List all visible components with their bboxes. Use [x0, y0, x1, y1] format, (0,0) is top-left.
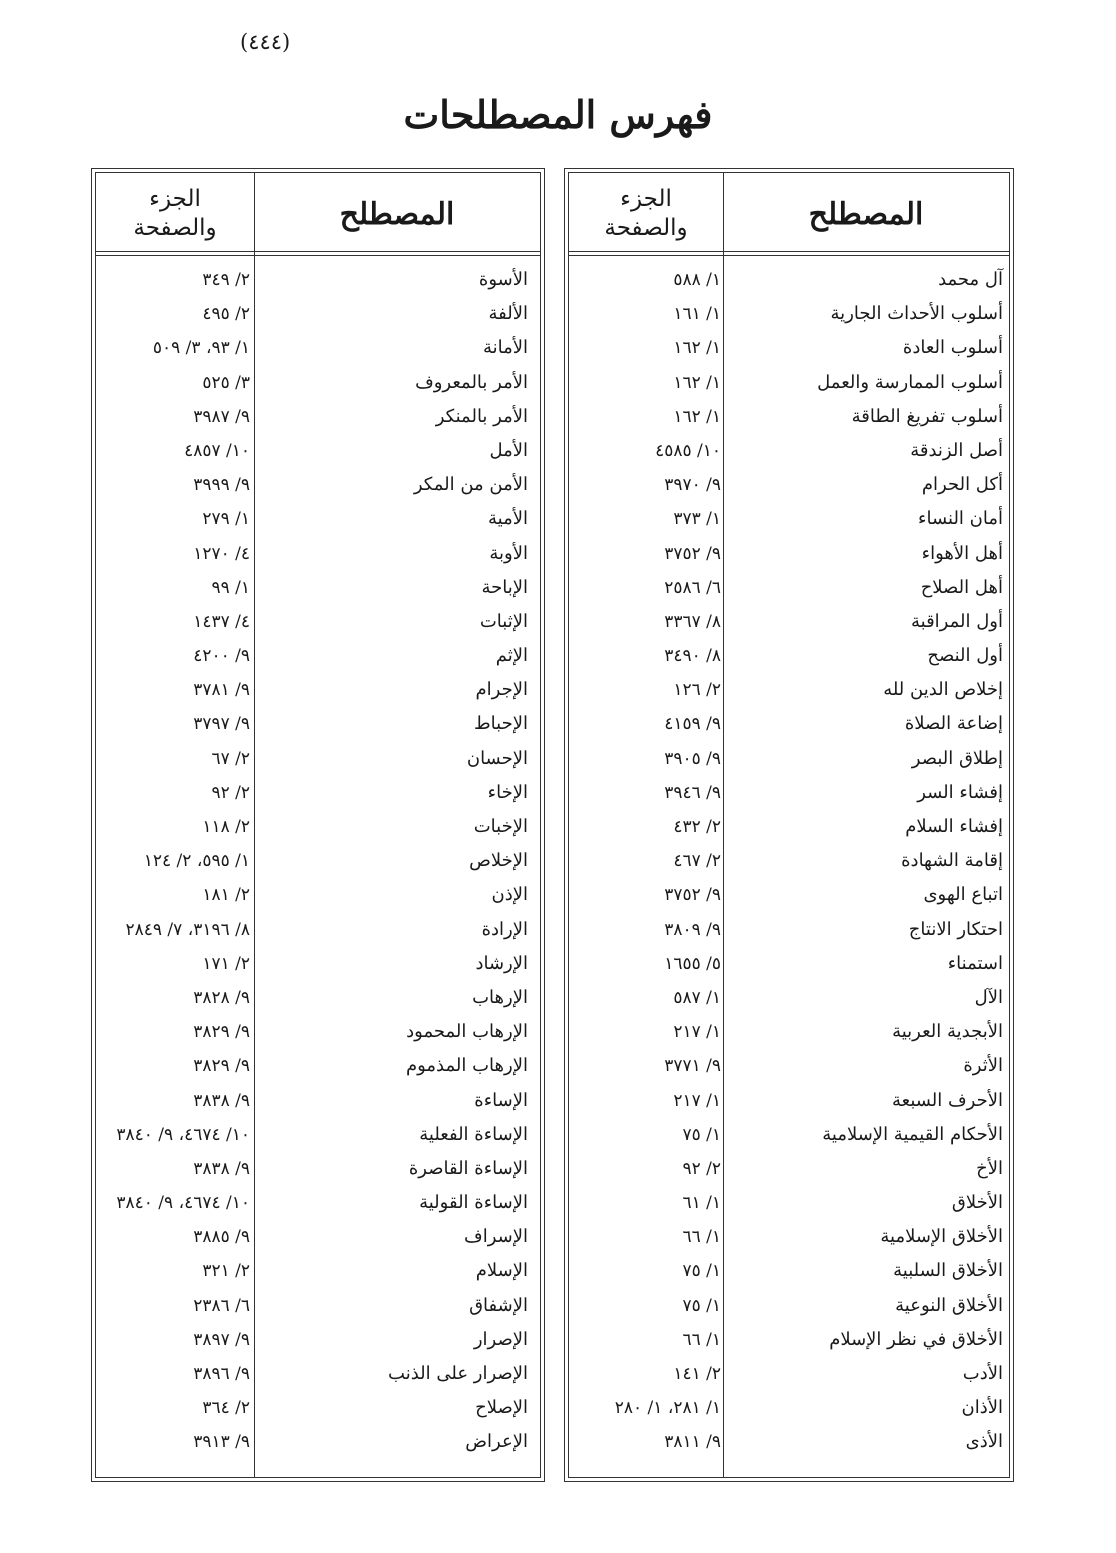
- term-cell: الإخبات: [473, 816, 528, 837]
- table-row: [569, 673, 1009, 707]
- volume-page-cell: ٢/ ١٧١: [202, 953, 250, 974]
- table-row: [569, 537, 1009, 571]
- volume-page-cell: ٤/ ١٢٧٠: [193, 543, 250, 564]
- table-row: [569, 810, 1009, 844]
- index-table-right: [568, 172, 1010, 1478]
- term-cell: أول النصح: [927, 645, 1003, 667]
- column-header-term: المصطلح: [339, 196, 455, 232]
- term-cell: أكل الحرام: [921, 474, 1003, 496]
- table-row: [569, 263, 1009, 297]
- volume-page-cell: ٢/ ٩٢: [211, 782, 250, 803]
- table-row: [569, 1289, 1009, 1323]
- volume-page-cell: ٩/ ٣٧٧١: [664, 1056, 721, 1077]
- volume-page-cell: ١/ ٦١: [682, 1193, 721, 1214]
- term-cell: آل محمد: [938, 269, 1003, 290]
- volume-page-cell: ٢/ ٣٦٤: [202, 1398, 250, 1419]
- table-row: [96, 1084, 540, 1118]
- volume-page-cell: ١/ ٥٨٨: [673, 270, 721, 290]
- term-cell: الإشفاق: [469, 1294, 528, 1316]
- volume-page-cell: ٢/ ١١٨: [202, 817, 250, 837]
- table-row: [96, 1220, 540, 1254]
- table-row: [569, 1254, 1009, 1288]
- volume-page-cell: ٩/ ٣٩٨٧: [193, 406, 250, 427]
- term-cell: الإخلاص: [469, 850, 528, 872]
- term-cell: الآل: [974, 986, 1003, 1008]
- table-row: [569, 1425, 1009, 1459]
- table-row: [569, 605, 1009, 639]
- term-cell: أهل الصلاح: [920, 576, 1003, 598]
- table-row: [96, 947, 540, 981]
- term-cell: أمان النساء: [918, 508, 1003, 530]
- table-row: [96, 913, 540, 947]
- term-cell: الأمل: [489, 439, 528, 461]
- volume-page-cell: ٩/ ٤١٥٩: [664, 714, 721, 735]
- volume-page-cell: ٩/ ٣٨٢٩: [193, 1056, 250, 1077]
- volume-page-cell: ١/ ١٦٢: [673, 338, 721, 359]
- table-row: [96, 1254, 540, 1288]
- volume-page-cell: ٨/ ٣٣٦٧: [664, 611, 721, 632]
- volume-page-cell: ٩/ ٣٨١١: [664, 1432, 721, 1453]
- volume-page-cell: ٨/ ٣١٩٦، ٧/ ٢٨٤٩: [125, 919, 250, 940]
- table-header: [96, 173, 540, 252]
- term-cell: الإصلاح: [475, 1397, 528, 1419]
- term-cell: الإساءة القاصرة: [408, 1157, 528, 1179]
- volume-page-cell: ١٠/ ٤٦٧٤، ٩/ ٣٨٤٠: [116, 1193, 250, 1214]
- table-row: [569, 1015, 1009, 1049]
- term-cell: الأمر بالمنكر: [435, 405, 528, 427]
- table-row: [96, 400, 540, 434]
- table-row: [96, 1152, 540, 1186]
- term-cell: الإرهاب المحمود: [406, 1021, 528, 1043]
- table-row: [96, 1425, 540, 1459]
- volume-page-cell: ٩/ ٣٨٢٩: [193, 1022, 250, 1043]
- table-row: [96, 331, 540, 365]
- table-row: [569, 1084, 1009, 1118]
- term-cell: الأخ: [976, 1157, 1003, 1179]
- term-cell: الإذن: [491, 884, 528, 906]
- volume-page-cell: ٥/ ١٦٥٥: [664, 953, 721, 974]
- table-row: [569, 1220, 1009, 1254]
- table-row: [569, 707, 1009, 741]
- table-row: [96, 1391, 540, 1425]
- term-cell: اتباع الهوى: [923, 884, 1003, 906]
- table-row: [96, 297, 540, 331]
- term-cell: الأحكام القيمية الإسلامية: [822, 1123, 1003, 1145]
- index-table-left: [95, 172, 541, 1478]
- table-row: [96, 707, 540, 741]
- page-number: (٤٤٤): [240, 30, 291, 54]
- volume-page-cell: ٨/ ٣٤٩٠: [664, 646, 721, 667]
- table-row: [569, 639, 1009, 673]
- volume-page-cell: ١/ ٦٦: [682, 1227, 721, 1248]
- table-row: [569, 366, 1009, 400]
- volume-page-cell: ١/ ٩٣، ٣/ ٥٠٩: [152, 338, 250, 359]
- term-cell: إقامة الشهادة: [901, 850, 1003, 872]
- volume-page-cell: ٩/ ٣٨٠٩: [664, 919, 721, 940]
- volume-page-cell: ٢/ ٣٢١: [202, 1261, 250, 1282]
- table-row: [569, 776, 1009, 810]
- volume-page-cell: ٩/ ٣٨٨٥: [193, 1227, 250, 1248]
- volume-page-cell: ١/ ١٦١: [673, 304, 721, 325]
- volume-page-cell: ٢/ ٤٩٥: [202, 304, 250, 325]
- term-cell: أهل الأهواء: [921, 542, 1003, 564]
- term-cell: إفشاء السلام: [905, 816, 1003, 837]
- term-cell: أسلوب الأحداث الجارية: [830, 303, 1003, 325]
- term-cell: الأسوة: [478, 269, 528, 290]
- table-body: [96, 263, 540, 1460]
- term-cell: الإسلام: [475, 1260, 528, 1282]
- volume-page-cell: ٢/ ١٤١: [673, 1364, 721, 1384]
- term-cell: إفشاء السر: [917, 781, 1003, 803]
- term-cell: أسلوب الممارسة والعمل: [817, 371, 1003, 393]
- volume-page-cell: ٩/ ٣٨٣٨: [193, 1090, 250, 1111]
- volume-page-cell: ٩/ ٣٧٥٢: [664, 885, 721, 906]
- volume-page-cell: ٢/ ٤٦٧: [673, 851, 721, 872]
- table-row: [569, 742, 1009, 776]
- column-header-volume-page: الجزء والصفحة: [133, 186, 217, 241]
- term-cell: استمناء: [947, 952, 1003, 974]
- volume-page-cell: ٩/ ٣٧٥٢: [664, 543, 721, 564]
- term-cell: الإصرار على الذنب: [388, 1363, 528, 1384]
- volume-page-cell: ١/ ١٦٢: [673, 406, 721, 427]
- term-cell: الأمية: [488, 508, 528, 530]
- table-row: [569, 913, 1009, 947]
- term-cell: الألفة: [488, 303, 528, 325]
- column-header-term: المصطلح: [808, 196, 924, 232]
- term-cell: أصل الزندقة: [910, 439, 1003, 461]
- term-cell: الإحباط: [474, 713, 528, 735]
- volume-page-cell: ١/ ٣٧٣: [673, 509, 721, 530]
- volume-page-cell: ١/ ٧٥: [682, 1261, 721, 1282]
- volume-page-cell: ١٠/ ٤٦٧٤، ٩/ ٣٨٤٠: [116, 1124, 250, 1145]
- table-row: [96, 810, 540, 844]
- table-row: [96, 434, 540, 468]
- term-cell: الإساءة القولية: [419, 1192, 528, 1214]
- table-row: [569, 947, 1009, 981]
- table-body: [569, 263, 1009, 1460]
- term-cell: إخلاص الدين لله: [883, 679, 1003, 701]
- volume-page-cell: ١/ ٩٩: [211, 577, 250, 598]
- term-cell: الأمن من المكر: [413, 474, 528, 496]
- volume-page-cell: ١/ ٥٨٧: [673, 987, 721, 1008]
- table-row: [96, 502, 540, 536]
- table-row: [96, 776, 540, 810]
- volume-page-cell: ٩/ ٣٧٨١: [193, 680, 250, 701]
- table-row: [96, 742, 540, 776]
- table-header: [569, 173, 1009, 252]
- table-row: [96, 1323, 540, 1357]
- table-row: [96, 639, 540, 673]
- term-cell: الأثرة: [963, 1055, 1003, 1077]
- table-row: [569, 878, 1009, 912]
- term-cell: الأذان: [961, 1397, 1003, 1419]
- table-row: [96, 1357, 540, 1391]
- volume-page-cell: ١/ ٥٩٥، ٢/ ١٢٤: [143, 851, 250, 872]
- table-row: [96, 263, 540, 297]
- term-cell: الأذى: [965, 1431, 1003, 1453]
- table-row: [96, 1289, 540, 1323]
- table-row: [96, 981, 540, 1015]
- term-cell: الإثم: [495, 645, 528, 667]
- table-row: [569, 1118, 1009, 1152]
- page-title: فهرس المصطلحات: [403, 92, 713, 137]
- table-row: [569, 331, 1009, 365]
- table-row: [569, 468, 1009, 502]
- term-cell: احتكار الانتاج: [908, 918, 1003, 940]
- table-row: [96, 1049, 540, 1083]
- volume-page-cell: ١٠/ ٤٥٨٥: [655, 440, 721, 461]
- term-cell: الأخلاق النوعية: [895, 1294, 1003, 1316]
- table-row: [96, 571, 540, 605]
- volume-page-cell: ٩/ ٣٨٣٨: [193, 1158, 250, 1179]
- term-cell: الإثبات: [479, 610, 528, 632]
- table-row: [96, 366, 540, 400]
- volume-page-cell: ٩/ ٤٢٠٠: [193, 646, 250, 667]
- term-cell: الإعراض: [465, 1431, 528, 1453]
- volume-page-cell: ١٠/ ٤٨٥٧: [184, 440, 250, 461]
- table-row: [569, 1323, 1009, 1357]
- term-cell: أسلوب العادة: [902, 337, 1003, 359]
- term-cell: الإساءة: [474, 1089, 528, 1111]
- term-cell: الإرهاب المذموم: [405, 1055, 528, 1077]
- term-cell: الأمر بالمعروف: [415, 371, 528, 393]
- term-cell: الأمانة: [482, 337, 528, 359]
- volume-page-cell: ١/ ٢١٧: [673, 1090, 721, 1111]
- volume-page-cell: ٦/ ٢٣٨٦: [193, 1295, 250, 1316]
- table-row: [569, 1152, 1009, 1186]
- volume-page-cell: ١/ ٧٥: [682, 1124, 721, 1145]
- volume-page-cell: ١/ ١٦٢: [673, 372, 721, 393]
- term-cell: الأخلاق السلبية: [893, 1260, 1003, 1282]
- table-row: [96, 1118, 540, 1152]
- term-cell: أسلوب تفريغ الطاقة: [851, 405, 1003, 427]
- table-row: [569, 502, 1009, 536]
- volume-page-cell: ٩/ ٣٨٢٨: [193, 987, 250, 1008]
- table-row: [96, 673, 540, 707]
- volume-page-cell: ٢/ ١٢٦: [673, 680, 721, 701]
- table-row: [569, 1391, 1009, 1425]
- volume-page-cell: ٩/ ٣٩٩٩: [193, 475, 250, 496]
- table-row: [569, 571, 1009, 605]
- term-cell: الإحسان: [466, 747, 528, 769]
- term-cell: الأخلاق الإسلامية: [880, 1226, 1003, 1248]
- table-row: [96, 1186, 540, 1220]
- term-cell: الإرادة: [481, 918, 528, 940]
- term-cell: الإساءة الفعلية: [419, 1123, 528, 1145]
- term-cell: الأخلاق: [951, 1192, 1003, 1214]
- volume-page-cell: ٩/ ٣٨٩٧: [193, 1329, 250, 1350]
- term-cell: الإخاء: [487, 781, 528, 803]
- term-cell: الإجرام: [475, 679, 528, 701]
- table-row: [96, 537, 540, 571]
- volume-page-cell: ١/ ٢٨١، ١/ ٢٨٠: [614, 1398, 721, 1419]
- volume-page-cell: ١/ ٢١٧: [673, 1022, 721, 1043]
- volume-page-cell: ١/ ٦٦: [682, 1329, 721, 1350]
- term-cell: إضاعة الصلاة: [904, 713, 1003, 735]
- term-cell: إطلاق البصر: [911, 747, 1003, 769]
- term-cell: الإسراف: [464, 1226, 528, 1248]
- volume-page-cell: ٩/ ٣٧٩٧: [193, 714, 250, 735]
- table-row: [569, 1357, 1009, 1391]
- volume-page-cell: ٢/ ٦٧: [211, 748, 250, 769]
- volume-page-cell: ١/ ٢٧٩: [202, 509, 250, 530]
- column-header-volume-page: الجزء والصفحة: [604, 186, 688, 241]
- volume-page-cell: ٢/ ٣٤٩: [202, 270, 250, 290]
- table-row: [96, 1015, 540, 1049]
- volume-page-cell: ٢/ ٤٣٢: [673, 817, 721, 837]
- table-row: [569, 434, 1009, 468]
- volume-page-cell: ٤/ ١٤٣٧: [193, 611, 250, 632]
- table-row: [96, 605, 540, 639]
- term-cell: الأدب: [962, 1363, 1003, 1384]
- table-row: [96, 468, 540, 502]
- term-cell: الأحرف السبعة: [891, 1089, 1003, 1111]
- volume-page-cell: ١/ ٧٥: [682, 1295, 721, 1316]
- volume-page-cell: ٩/ ٣٩٤٦: [664, 782, 721, 803]
- table-row: [569, 844, 1009, 878]
- term-cell: أول المراقبة: [910, 610, 1003, 632]
- term-cell: الإرهاب: [472, 986, 528, 1008]
- volume-page-cell: ٦/ ٢٥٨٦: [664, 577, 721, 598]
- volume-page-cell: ٩/ ٣٩١٣: [193, 1432, 250, 1453]
- volume-page-cell: ٩/ ٣٨٩٦: [193, 1364, 250, 1384]
- volume-page-cell: ٣/ ٥٢٥: [202, 372, 250, 393]
- volume-page-cell: ٢/ ٩٢: [682, 1158, 721, 1179]
- table-row: [96, 878, 540, 912]
- table-row: [569, 297, 1009, 331]
- term-cell: الإباحة: [481, 576, 528, 598]
- term-cell: الأخلاق في نظر الإسلام: [829, 1328, 1003, 1350]
- term-cell: الإرشاد: [475, 952, 528, 974]
- volume-page-cell: ٩/ ٣٩٠٥: [664, 748, 721, 769]
- table-row: [96, 844, 540, 878]
- term-cell: الأبجدية العربية: [892, 1021, 1003, 1043]
- table-row: [569, 981, 1009, 1015]
- table-row: [569, 1049, 1009, 1083]
- volume-page-cell: ٩/ ٣٩٧٠: [664, 475, 721, 496]
- term-cell: الأوبة: [489, 542, 528, 564]
- table-row: [569, 400, 1009, 434]
- table-row: [569, 1186, 1009, 1220]
- term-cell: الإصرار: [473, 1328, 528, 1350]
- volume-page-cell: ٢/ ١٨١: [202, 885, 250, 906]
